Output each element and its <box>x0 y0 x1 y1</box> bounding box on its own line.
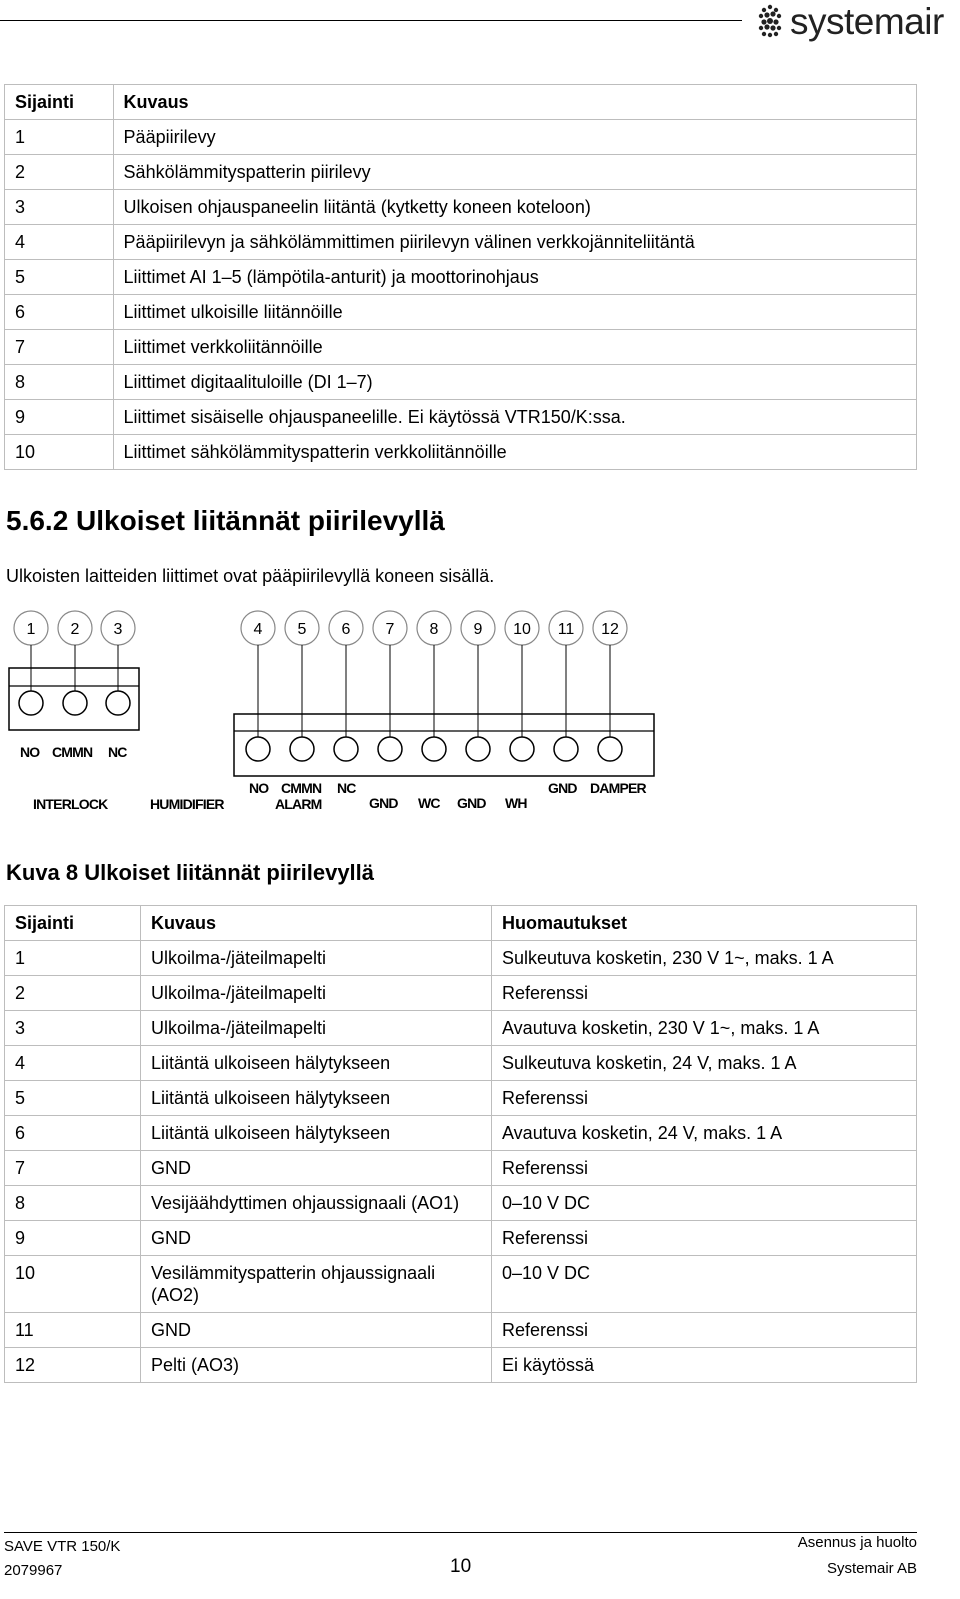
table2-column-header: Huomautukset <box>492 906 917 941</box>
table-cell: Pääpiirilevy <box>113 120 916 155</box>
terminal-label-gnd: GND <box>369 795 398 811</box>
footer-model: SAVE VTR 150/K <box>4 1538 121 1555</box>
terminal-label-cmmn: CMMN <box>281 780 322 796</box>
table-row <box>5 190 917 225</box>
table1-header-row <box>5 85 917 120</box>
table-cell: 2 <box>5 155 114 190</box>
terminal-number: 4 <box>253 621 263 638</box>
table-row <box>5 120 917 155</box>
table-cell: Avautuva kosketin, 24 V, maks. 1 A <box>492 1116 917 1151</box>
table-cell: Vesilämmityspatterin ohjaussignaali (AO2) <box>141 1256 492 1313</box>
terminal-label-nc: NC <box>337 780 356 796</box>
terminal-screw <box>598 737 622 761</box>
table-row <box>5 435 917 470</box>
table-row <box>5 1256 917 1313</box>
table-cell: 7 <box>5 330 114 365</box>
table-cell: Pelti (AO3) <box>141 1348 492 1383</box>
footer-chapter: Asennus ja huolto <box>797 1534 917 1551</box>
terminal-screw <box>290 737 314 761</box>
table-cell: Referenssi <box>492 1081 917 1116</box>
table-row <box>5 1011 917 1046</box>
table-cell: 2 <box>5 976 141 1011</box>
table-cell: Referenssi <box>492 976 917 1011</box>
table-row <box>5 295 917 330</box>
table-cell: 0–10 V DC <box>492 1186 917 1221</box>
components-table <box>4 84 917 470</box>
terminal-number: 10 <box>513 621 531 638</box>
terminal-label-alarm: ALARM <box>275 796 322 812</box>
table-cell: Liittimet verkkoliitännöille <box>113 330 916 365</box>
table2-header-row <box>5 906 917 941</box>
terminal-label-gnd: GND <box>457 795 486 811</box>
table-row <box>5 225 917 260</box>
brand-wordmark: systemair <box>790 1 944 42</box>
table-cell: 6 <box>5 295 114 330</box>
terminal-label-humidifier: HUMIDIFIER <box>150 796 224 812</box>
table-row <box>5 1186 917 1221</box>
table-cell: Referenssi <box>492 1151 917 1186</box>
footer-doc-number: 2079967 <box>4 1562 63 1579</box>
table2-column-header: Sijainti <box>5 906 141 941</box>
table-row <box>5 1313 917 1348</box>
terminal-number: 11 <box>557 621 575 638</box>
table-cell: Liitäntä ulkoiseen hälytykseen <box>141 1116 492 1151</box>
table-cell: 12 <box>5 1348 141 1383</box>
table-cell: Referenssi <box>492 1313 917 1348</box>
table-cell: Liittimet digitaalituloille (DI 1–7) <box>113 365 916 400</box>
table-cell: Pääpiirilevyn ja sähkölämmittimen piirilevyn välinen verkkojänniteliitäntä <box>113 225 916 260</box>
terminal-number: 5 <box>297 621 307 638</box>
table-cell: 8 <box>5 365 114 400</box>
table-cell: 1 <box>5 120 114 155</box>
terminal-number: 7 <box>385 621 395 638</box>
terminal-number: 8 <box>429 621 439 638</box>
table-cell: 7 <box>5 1151 141 1186</box>
terminal-screw <box>63 691 87 715</box>
terminal-screw <box>378 737 402 761</box>
terminal-screw <box>466 737 490 761</box>
table-cell: 10 <box>5 435 114 470</box>
table2-column-header: Kuvaus <box>141 906 492 941</box>
footer-company: Systemair AB <box>826 1560 917 1577</box>
table-cell: 6 <box>5 1116 141 1151</box>
table1-column-header: Kuvaus <box>113 85 916 120</box>
table-row <box>5 260 917 295</box>
terminal-screw <box>554 737 578 761</box>
terminal-screw <box>106 691 130 715</box>
table-row <box>5 1046 917 1081</box>
table-cell: Sulkeutuva kosketin, 24 V, maks. 1 A <box>492 1046 917 1081</box>
table-cell: 3 <box>5 1011 141 1046</box>
table-cell: Liitäntä ulkoiseen hälytykseen <box>141 1046 492 1081</box>
table-cell: 3 <box>5 190 114 225</box>
terminal-number: 9 <box>473 621 483 638</box>
table-cell: Liittimet ulkoisille liitännöille <box>113 295 916 330</box>
terminal-label-no: NO <box>20 744 40 760</box>
table-row <box>5 941 917 976</box>
table-cell: 4 <box>5 1046 141 1081</box>
footer-page-number: 10 <box>450 1556 472 1577</box>
footer-rule <box>4 1532 917 1533</box>
table-cell: Ulkoilma-/jäteilmapelti <box>141 941 492 976</box>
terminal-label-wh: WH <box>505 795 527 811</box>
table-row <box>5 1151 917 1186</box>
table-row <box>5 1348 917 1383</box>
terminal-number: 6 <box>341 621 351 638</box>
table-cell: 9 <box>5 400 114 435</box>
table-cell: 5 <box>5 1081 141 1116</box>
terminal-diagram <box>0 600 680 820</box>
terminal-label-cmmn: CMMN <box>52 744 93 760</box>
figure-caption: Kuva 8 Ulkoiset liitännät piirilevyllä <box>6 860 375 885</box>
table-cell: Vesijäähdyttimen ohjaussignaali (AO1) <box>141 1186 492 1221</box>
table-cell: 11 <box>5 1313 141 1348</box>
table-cell: Sulkeutuva kosketin, 230 V 1~, maks. 1 A <box>492 941 917 976</box>
terminal-screw <box>510 737 534 761</box>
terminal-screw <box>246 737 270 761</box>
table-row <box>5 400 917 435</box>
table-cell: 10 <box>5 1256 141 1313</box>
section-intro: Ulkoisten laitteiden liittimet ovat pääpiirilevyllä koneen sisällä. <box>6 566 495 586</box>
table-row <box>5 330 917 365</box>
table-cell: 5 <box>5 260 114 295</box>
table-cell: Ulkoisen ohjauspaneelin liitäntä (kytketty koneen koteloon) <box>113 190 916 225</box>
header-rule <box>0 20 742 21</box>
table-cell: Ulkoilma-/jäteilmapelti <box>141 1011 492 1046</box>
table-cell: Referenssi <box>492 1221 917 1256</box>
table-cell: Liittimet sisäiselle ohjauspaneelille. Ei käytössä VTR150/K:ssa. <box>113 400 916 435</box>
terminal-screw <box>334 737 358 761</box>
table-cell: Liittimet sähkölämmityspatterin verkkoliitännöille <box>113 435 916 470</box>
table-cell: Avautuva kosketin, 230 V 1~, maks. 1 A <box>492 1011 917 1046</box>
table-row <box>5 1081 917 1116</box>
terminal-number: 3 <box>113 621 123 638</box>
table-cell: 1 <box>5 941 141 976</box>
table-row <box>5 1116 917 1151</box>
table-cell: Liittimet AI 1–5 (lämpötila-anturit) ja moottorinohjaus <box>113 260 916 295</box>
table-row <box>5 155 917 190</box>
table-cell: GND <box>141 1151 492 1186</box>
terminal-number: 12 <box>601 621 619 638</box>
external-connections-table <box>4 905 917 1383</box>
section-heading: 5.6.2 Ulkoiset liitännät piirilevyllä <box>6 505 445 536</box>
terminal-screw <box>19 691 43 715</box>
terminal-number: 2 <box>70 621 80 638</box>
table-cell: Sähkölämmityspatterin piirilevy <box>113 155 916 190</box>
table-cell: 4 <box>5 225 114 260</box>
terminal-label-interlock: INTERLOCK <box>33 796 108 812</box>
table-cell: GND <box>141 1221 492 1256</box>
table-cell: 9 <box>5 1221 141 1256</box>
table-cell: GND <box>141 1313 492 1348</box>
table-row <box>5 1221 917 1256</box>
terminal-label-no: NO <box>249 780 269 796</box>
terminal-label-damper: DAMPER <box>590 780 646 796</box>
table-row <box>5 976 917 1011</box>
terminal-number: 1 <box>26 621 36 638</box>
table-cell: Ulkoilma-/jäteilmapelti <box>141 976 492 1011</box>
terminal-screw <box>422 737 446 761</box>
table1-column-header: Sijainti <box>5 85 114 120</box>
table-cell: 8 <box>5 1186 141 1221</box>
table-cell: Liitäntä ulkoiseen hälytykseen <box>141 1081 492 1116</box>
table-cell: Ei käytössä <box>492 1348 917 1383</box>
terminal-label-gnd: GND <box>548 780 577 796</box>
table-row <box>5 365 917 400</box>
terminal-label-nc: NC <box>108 744 127 760</box>
terminal-label-wc: WC <box>418 795 440 811</box>
table-cell: 0–10 V DC <box>492 1256 917 1313</box>
